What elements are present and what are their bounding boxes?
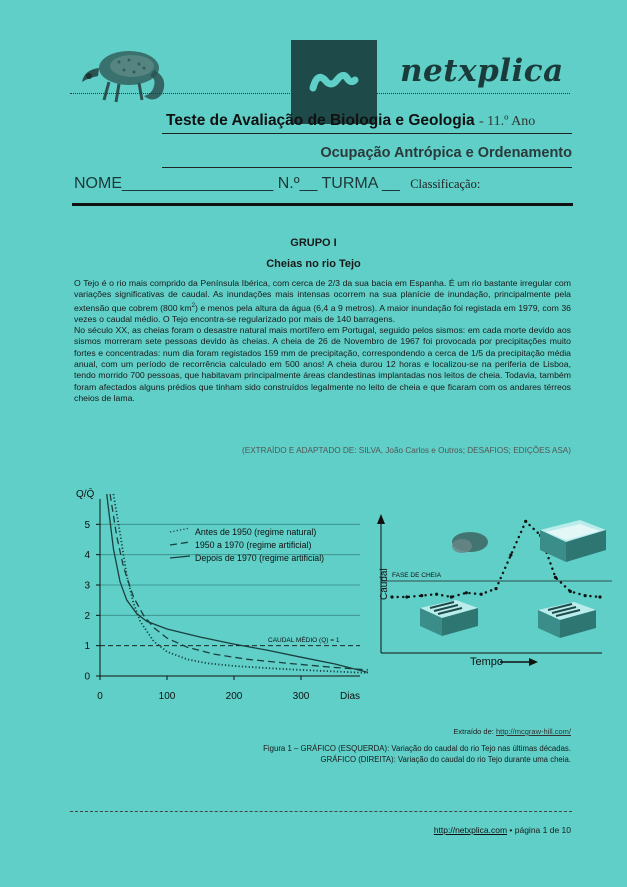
hydrograph-point [480, 593, 483, 596]
flood-hydrograph [372, 508, 612, 678]
footer-url-link[interactable]: http://netxplica.com [433, 825, 508, 835]
flood-phase-label: FASE DE CHEIA [392, 572, 442, 579]
extract-label: Extraído de: [453, 727, 494, 736]
legend-swatch [170, 542, 190, 545]
title-rule [162, 133, 572, 134]
chart-series [107, 494, 368, 673]
hydrograph-point [465, 591, 468, 594]
paragraph-1-part-a: O Tejo é o rio mais comprido da Península Ibérica, com cerca de 2/3 da sua bacia em Espanha. É um rio bastante irregular com variações significativas de caudal. As inundações mais intensas ocorrem na sua planície de inundação, principalmente pela extensão que cobrem (800 km [74, 278, 571, 313]
hydrograph-point [584, 594, 587, 597]
rain-cloud-icon [452, 532, 488, 553]
legend-swatch [170, 556, 190, 558]
hydrograph-point [509, 553, 512, 556]
superscript: 2 [191, 302, 195, 309]
group-heading: GRUPO I [290, 237, 337, 249]
hydrograph-point [598, 595, 601, 598]
legend-label: Antes de 1950 (regime natural) [195, 527, 317, 537]
paragraph-1 [74, 278, 571, 325]
legend-swatch [170, 528, 190, 532]
x-tick-label: 100 [158, 691, 176, 702]
name-number-class-fields: NOME_________________ N.º__ TURMA __ [74, 175, 400, 192]
mean-flow-annotation: CAUDAL MÉDIO (Q) = 1 [268, 637, 340, 644]
y-axis-label: Q/Q̄ [76, 489, 95, 500]
x-axis-arrow [500, 658, 538, 666]
y-tick-label: 3 [84, 580, 90, 592]
topic-title: Ocupação Antrópica e Ordenamento [320, 145, 572, 161]
legend-label: Depois de 1970 (regime artificial) [195, 553, 325, 563]
hydrograph-point [390, 595, 393, 598]
classification-label: Classificação: [410, 177, 481, 191]
chameleon-illustration [74, 38, 174, 110]
x-axis-label: Tempo [470, 656, 504, 668]
flood-block-diagram [420, 520, 606, 638]
footer [434, 825, 571, 835]
y-tick-label: 4 [84, 550, 90, 562]
y-tick-label: 1 [84, 641, 90, 653]
test-title-text: Teste de Avaliação de Biologia e Geologia [166, 112, 475, 129]
section-subtitle: Cheias no rio Tejo [266, 258, 361, 270]
hydrograph-point [450, 595, 453, 598]
chart-axes [100, 499, 360, 676]
hydrograph-point [524, 520, 527, 523]
y-tick-label: 5 [84, 519, 90, 531]
figure-caption-2: GRÁFICO (DIREITA): Variação do caudal do rio Tejo durante uma cheia. [320, 755, 571, 764]
y-axis-label: Caudal [379, 568, 390, 600]
header-thick-rule [72, 203, 573, 206]
chart-legend [170, 527, 324, 563]
discharge-chart [68, 485, 368, 705]
x-tick-label: 0 [97, 691, 103, 702]
test-title [166, 112, 535, 130]
y-tick-label: 2 [84, 610, 90, 622]
student-info-line [74, 175, 480, 193]
y-tick-label: 0 [84, 671, 90, 683]
test-year: - 11.º Ano [478, 114, 536, 129]
hydrograph-point [554, 576, 557, 579]
source-citation: (EXTRAÍDO E ADAPTADO DE: SILVA, João Carlos e Outros; DESAFIOS; EDIÇÕES ASA) [242, 446, 571, 455]
figure-caption-1: Figura 1 – GRÁFICO (ESQUERDA): Variação do caudal do rio Tejo nas últimas décadas. [263, 744, 571, 753]
brand-logo-text: netxplica [400, 53, 564, 89]
extract-url-link[interactable]: http://mcgraw-hill.com/ [495, 727, 571, 736]
topic-rule [162, 167, 572, 168]
extract-source [453, 727, 571, 736]
hydrograph-point [494, 587, 497, 590]
body-text [74, 278, 571, 404]
x-axis-label: Dias [340, 691, 361, 702]
page-number: • página 1 de 10 [507, 825, 571, 835]
x-tick-label: 300 [292, 691, 310, 702]
paragraph-2: No século XX, as cheias foram o desastre natural mais mortífero em Portugal, seguido pelos sismos: em cada morte devido aos sismos morreram sete pessoas devido às cheias. A cheia de 26 de Novembro de 1967 foi provocada por precipitações muito fortes e concentradas: num dia foram registados 159 mm de precipitação, correspondendo a cerca de 1/5 da precipitação média anual, com um período de recorrência calculado em 500 anos! A cheia durou 12 horas e localizou-se na periferia de Lisboa, tendo morrido 700 pessoas, que habitavam principalmente áreas clandestinas implantadas nos leitos de cheia. Todavia, também foram afectados alguns prédios que tinham sido construídos legalmente no leito de cheia e que ficaram com os andares térreos cheios de lama. [74, 325, 571, 403]
hydrograph-point [420, 594, 423, 597]
legend-label: 1950 a 1970 (regime artificial) [195, 540, 312, 550]
footer-dashed-line [70, 811, 572, 812]
paragraph-1-part-b: ) e menos pela altura da água (6,4 a 9 metros). A maior inundação foi registada em 1979, com 36 vezes o caudal médio. O Tejo encontra-se regularizado por mais de 140 barragens. [74, 302, 571, 324]
x-tick-label: 200 [225, 691, 243, 702]
series-line-dotted [113, 494, 368, 673]
hydrograph-point [435, 593, 438, 596]
hydrograph-point [569, 590, 572, 593]
y-axis-arrow [377, 514, 385, 524]
hydrograph-point [405, 595, 408, 598]
